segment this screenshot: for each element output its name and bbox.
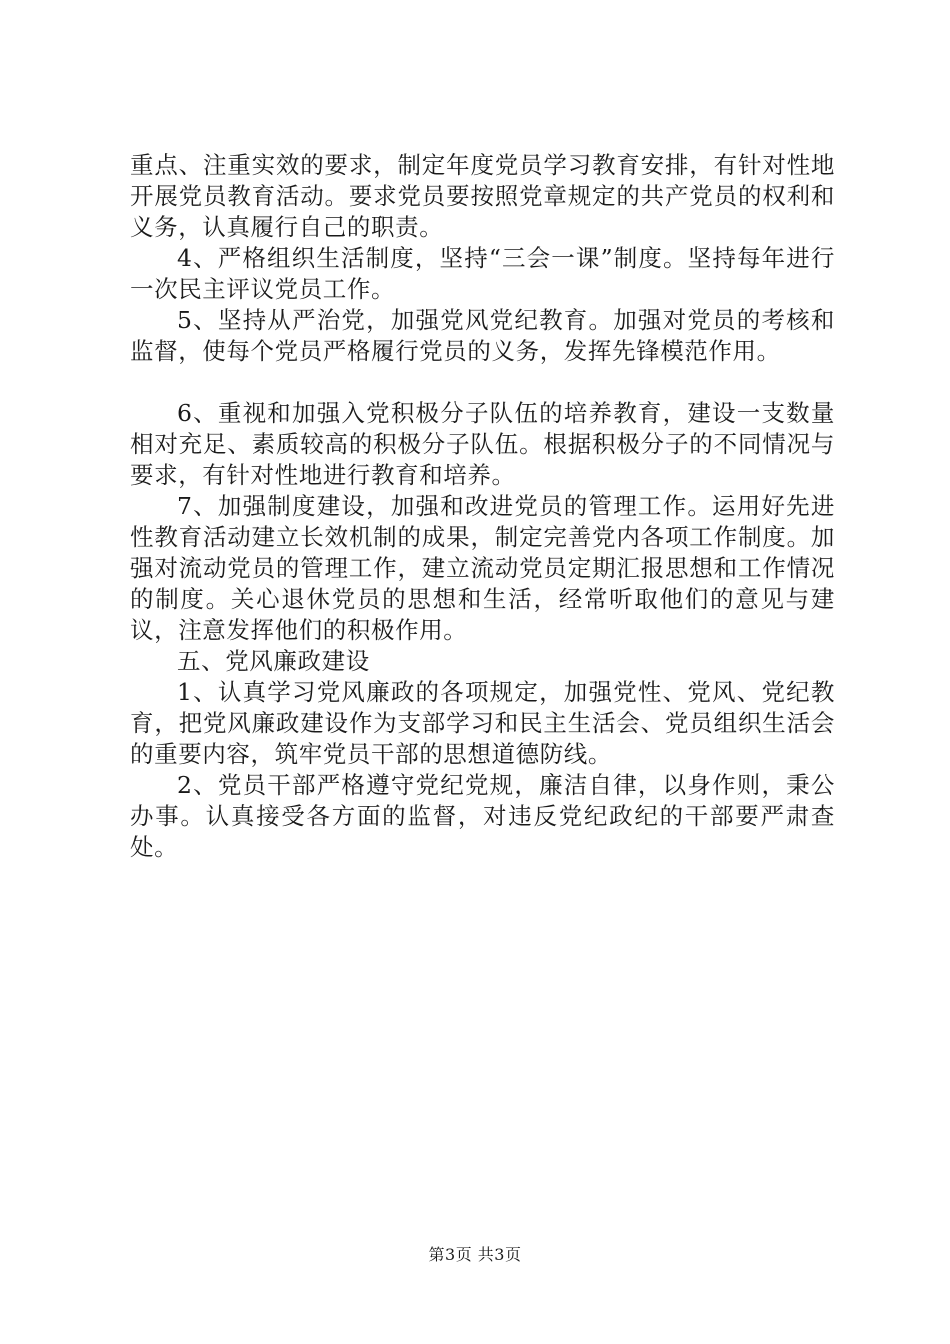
paragraph-section5-item-2: 2、党员干部严格遵守党纪党规，廉洁自律，以身作则，秉公办事。认真接受各方面的监督，对违反党纪政纪的干部要严肃查处。	[130, 771, 835, 861]
paragraph-item-7: 7、加强制度建设，加强和改进党员的管理工作。运用好先进性教育活动建立长效机制的成果，制定完善党内各项工作制度。加强对流动党员的管理工作，建立流动党员定期汇报思想和工作情况的制度。关心退休党员的思想和生活，经常听取他们的意见与建议，注意发挥他们的积极作用。	[130, 492, 835, 644]
page-number-label: 第3页 共3页	[428, 1245, 522, 1264]
page-footer	[0, 1242, 950, 1265]
paragraph-continuation: 重点、注重实效的要求，制定年度党员学习教育安排，有针对性地开展党员教育活动。要求党员要按照党章规定的共产党员的权利和义务，认真履行自己的职责。	[130, 151, 835, 241]
paragraph-item-6: 6、重视和加强入党积极分子队伍的培养教育，建设一支数量相对充足、素质较高的积极分子队伍。根据积极分子的不同情况与要求，有针对性地进行教育和培养。	[130, 399, 835, 489]
paragraph-item-5: 5、坚持从严治党，加强党风党纪教育。加强对党员的考核和监督，使每个党员严格履行党员的义务，发挥先锋模范作用。	[130, 306, 835, 365]
paragraph-item-4: 4、严格组织生活制度，坚持“三会一课”制度。坚持每年进行一次民主评议党员工作。	[130, 244, 835, 303]
paragraph-section5-item-1: 1、认真学习党风廉政的各项规定，加强党性、党风、党纪教育，把党风廉政建设作为支部学习和民主生活会、党员组织生活会的重要内容，筑牢党员干部的思想道德防线。	[130, 678, 835, 768]
document-body	[130, 150, 835, 863]
section-heading-5: 五、党风廉政建设	[177, 647, 370, 675]
